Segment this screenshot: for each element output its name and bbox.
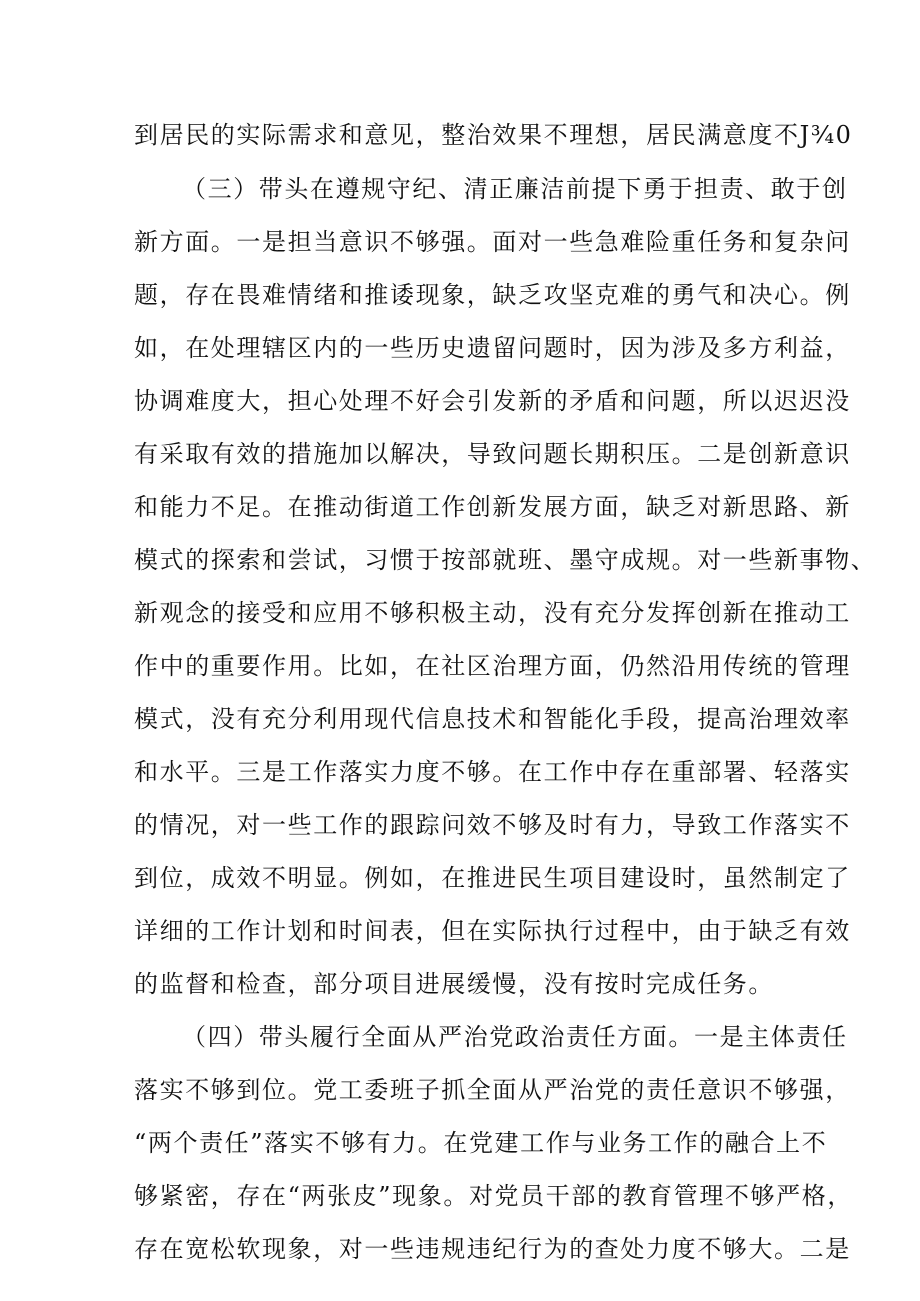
body-text-line: 到位，成效不明显。例如，在推进民生项目建设时，虽然制定了 bbox=[134, 864, 851, 892]
body-text-line: 协调难度大，担心处理不好会引发新的矛盾和问题，所以迟迟没 bbox=[134, 387, 851, 415]
body-text-line: 存在宽松软现象，对一些违规违纪行为的查处力度不够大。二是 bbox=[134, 1235, 851, 1263]
body-text-line: 和水平。三是工作落实力度不够。在工作中存在重部署、轻落实 bbox=[134, 758, 851, 786]
body-text-line: 和能力不足。在推动街道工作创新发展方面，缺乏对新思路、新 bbox=[134, 493, 851, 521]
body-text-line: 到居民的实际需求和意见，整治效果不理想，居民满意度不J¾0 bbox=[134, 121, 853, 149]
body-text-line: 落实不够到位。党工委班子抓全面从严治党的责任意识不够强， bbox=[134, 1076, 851, 1104]
body-text-line: 够紧密，存在“两张皮”现象。对党员干部的教育管理不够严格， bbox=[134, 1182, 853, 1210]
body-text-line: 作中的重要作用。比如，在社区治理方面，仍然沿用传统的管理 bbox=[134, 652, 851, 680]
body-text-line: “两个责任”落实不够有力。在党建工作与业务工作的融合上不 bbox=[134, 1129, 828, 1157]
section-heading-line: （三）带头在遵规守纪、清正廉洁前提下勇于担责、敢于创 bbox=[182, 175, 848, 203]
body-text-line: 模式的探索和尝试，习惯于按部就班、墨守成规。对一些新事物、 bbox=[134, 546, 877, 574]
body-text-line: 新方面。一是担当意识不够强。面对一些急难险重任务和复杂问 bbox=[134, 228, 851, 256]
section-heading-line: （四）带头履行全面从严治党政治责任方面。一是主体责任 bbox=[182, 1023, 848, 1051]
body-text-line: 新观念的接受和应用不够积极主动，没有充分发挥创新在推动工 bbox=[134, 599, 851, 627]
body-text-line: 模式，没有充分利用现代信息技术和智能化手段，提高治理效率 bbox=[134, 705, 851, 733]
body-text-line: 详细的工作计划和时间表，但在实际执行过程中，由于缺乏有效 bbox=[134, 917, 851, 945]
body-text-line: 的情况，对一些工作的跟踪问效不够及时有力，导致工作落实不 bbox=[134, 811, 851, 839]
body-text-line: 的监督和检查，部分项目进展缓慢，没有按时完成任务。 bbox=[134, 970, 774, 998]
body-text-line: 有采取有效的措施加以解决，导致问题长期积压。二是创新意识 bbox=[134, 440, 851, 468]
body-text-line: 题，存在畏难情绪和推诿现象，缺乏攻坚克难的勇气和决心。例 bbox=[134, 281, 851, 309]
body-text-line: 如，在处理辖区内的一些历史遗留问题时，因为涉及多方利益， bbox=[134, 334, 851, 362]
